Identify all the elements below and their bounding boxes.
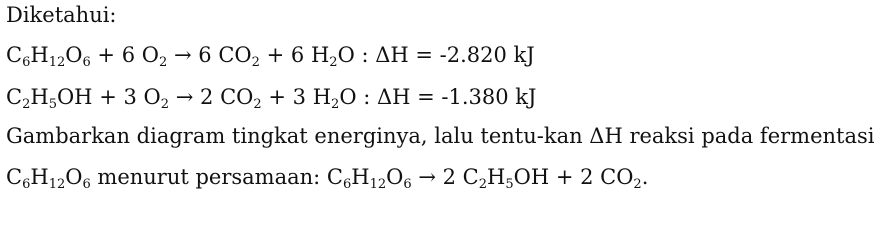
period: . bbox=[641, 165, 649, 189]
reaction-arrow: → 2 bbox=[411, 165, 463, 189]
plus-sign: + bbox=[97, 43, 116, 67]
plus-sign: + bbox=[266, 43, 285, 67]
fermentation-reactant: $C_6H_{12}O_6$ bbox=[326, 165, 412, 192]
co2-term: $CO_2$ bbox=[600, 165, 642, 192]
oxygen-term: 3 $O_2$ bbox=[123, 85, 170, 112]
plus-sign: + bbox=[99, 85, 117, 109]
fermentation-equation-line bbox=[6, 164, 648, 190]
equation-ethanol-combustion bbox=[6, 84, 536, 110]
water-term: 6 $H_2O$ bbox=[290, 43, 355, 70]
plus-sign: + bbox=[268, 85, 286, 109]
reaction-arrow: → bbox=[175, 85, 194, 109]
given-label: Diketahui: bbox=[6, 3, 117, 27]
enthalpy-value: : ΔH = -2.820 kJ bbox=[361, 43, 535, 67]
enthalpy-value: : ΔH = -1.380 kJ bbox=[363, 85, 537, 109]
glucose-formula: $C_6H_{12}O_6$ bbox=[6, 165, 91, 192]
water-term: 3 $H_2O$ bbox=[292, 85, 357, 112]
question-mid-text: menurut persamaan: bbox=[90, 165, 327, 189]
ethanol-formula: $C_2H_5OH$ bbox=[462, 165, 550, 192]
equation-glucose-combustion bbox=[6, 42, 535, 68]
ethanol-formula: $C_2H_5OH$ bbox=[6, 85, 93, 112]
reaction-arrow: → bbox=[173, 43, 192, 67]
co2-term: 2 $CO_2$ bbox=[200, 85, 262, 112]
plus-sign: + 2 bbox=[549, 165, 601, 189]
question-text: Gambarkan diagram tingkat energinya, lalu tentu-kan ΔH reaksi pada fermentasi bbox=[6, 124, 875, 148]
co2-term: 6 $CO_2$ bbox=[198, 43, 260, 70]
glucose-formula: $C_6H_{12}O_6$ bbox=[6, 43, 91, 70]
oxygen-term: 6 $O_2$ bbox=[121, 43, 168, 70]
